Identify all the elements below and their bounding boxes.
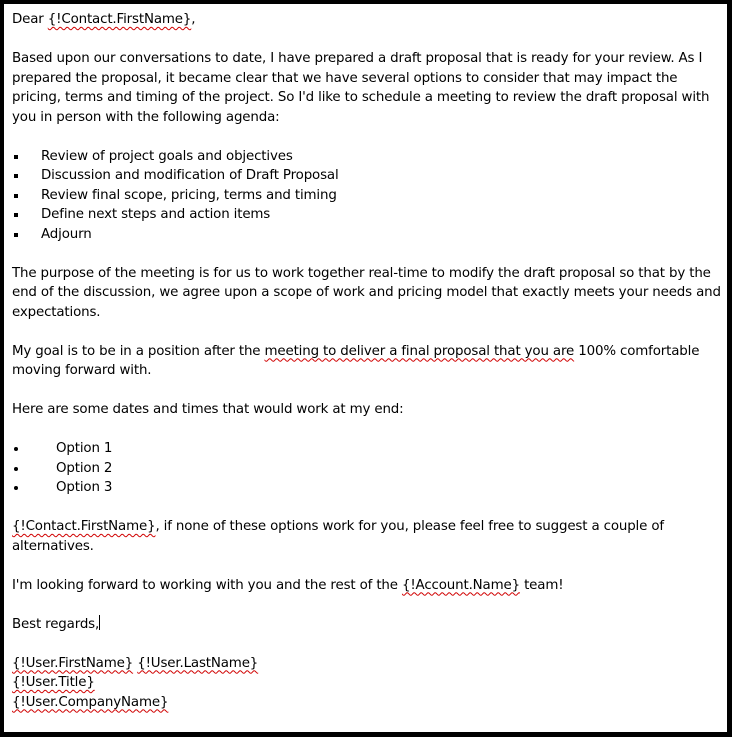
document-frame bbox=[4, 4, 727, 732]
contact-firstname-merge-field: {!Contact.FirstName} bbox=[12, 519, 156, 534]
text-cursor bbox=[99, 615, 100, 630]
agenda-item: Define next steps and action items bbox=[12, 205, 721, 225]
user-lastname-merge-field: {!User.LastName} bbox=[137, 655, 259, 671]
agenda-item: Review of project goals and objectives bbox=[12, 147, 721, 167]
signature-name-line bbox=[12, 654, 721, 674]
signoff: Best regards, bbox=[12, 616, 100, 632]
intro-paragraph: Based upon our conversations to date, I have prepared a draft proposal that is ready for your review. As I prepared the proposal, it became clear that we have several options to consider that may impact the pricing, terms and timing of the project. So I'd like to schedule a meeting to review the draft proposal with you in person with the following agenda: bbox=[12, 51, 710, 125]
purpose-paragraph: The purpose of the meeting is for us to work together real-time to modify the draft proposal so that by the end of the discussion, we agree upon a scope of work and pricing model that exactly meets your needs and expectations. bbox=[12, 265, 721, 320]
options-list bbox=[12, 439, 721, 498]
greeting-line: Dear {!Contact.FirstName}, bbox=[12, 12, 196, 27]
signature-title-line bbox=[12, 673, 721, 693]
grammar-flagged-text: meeting to deliver a final proposal that you are bbox=[264, 343, 575, 359]
email-template-body[interactable] bbox=[12, 10, 721, 712]
agenda-list bbox=[12, 147, 721, 245]
signature-company-line bbox=[12, 693, 721, 713]
user-firstname-merge-field: {!User.FirstName} bbox=[12, 655, 134, 671]
alternatives-paragraph: {!Contact.FirstName}, if none of these options work for you, please feel free to suggest a couple of alternatives. bbox=[12, 519, 664, 554]
account-name-merge-field: {!Account.Name} bbox=[401, 577, 520, 593]
option-item: Option 2 bbox=[12, 459, 721, 479]
goal-paragraph: My goal is to be in a position after the meeting to deliver a final proposal that you are 100% comfortable moving forward with. bbox=[12, 343, 700, 378]
dates-intro: Here are some dates and times that would work at my end: bbox=[12, 402, 404, 417]
agenda-item: Review final scope, pricing, terms and timing bbox=[12, 186, 721, 206]
option-item: Option 1 bbox=[12, 439, 721, 459]
user-company-merge-field: {!User.CompanyName} bbox=[12, 694, 169, 710]
option-item: Option 3 bbox=[12, 478, 721, 498]
agenda-item: Adjourn bbox=[12, 225, 721, 245]
agenda-item: Discussion and modification of Draft Proposal bbox=[12, 166, 721, 186]
user-title-merge-field: {!User.Title} bbox=[12, 675, 95, 690]
contact-firstname-merge-field: {!Contact.FirstName} bbox=[47, 12, 192, 27]
closing-line: I'm looking forward to working with you and the rest of the {!Account.Name} team! bbox=[12, 577, 564, 593]
